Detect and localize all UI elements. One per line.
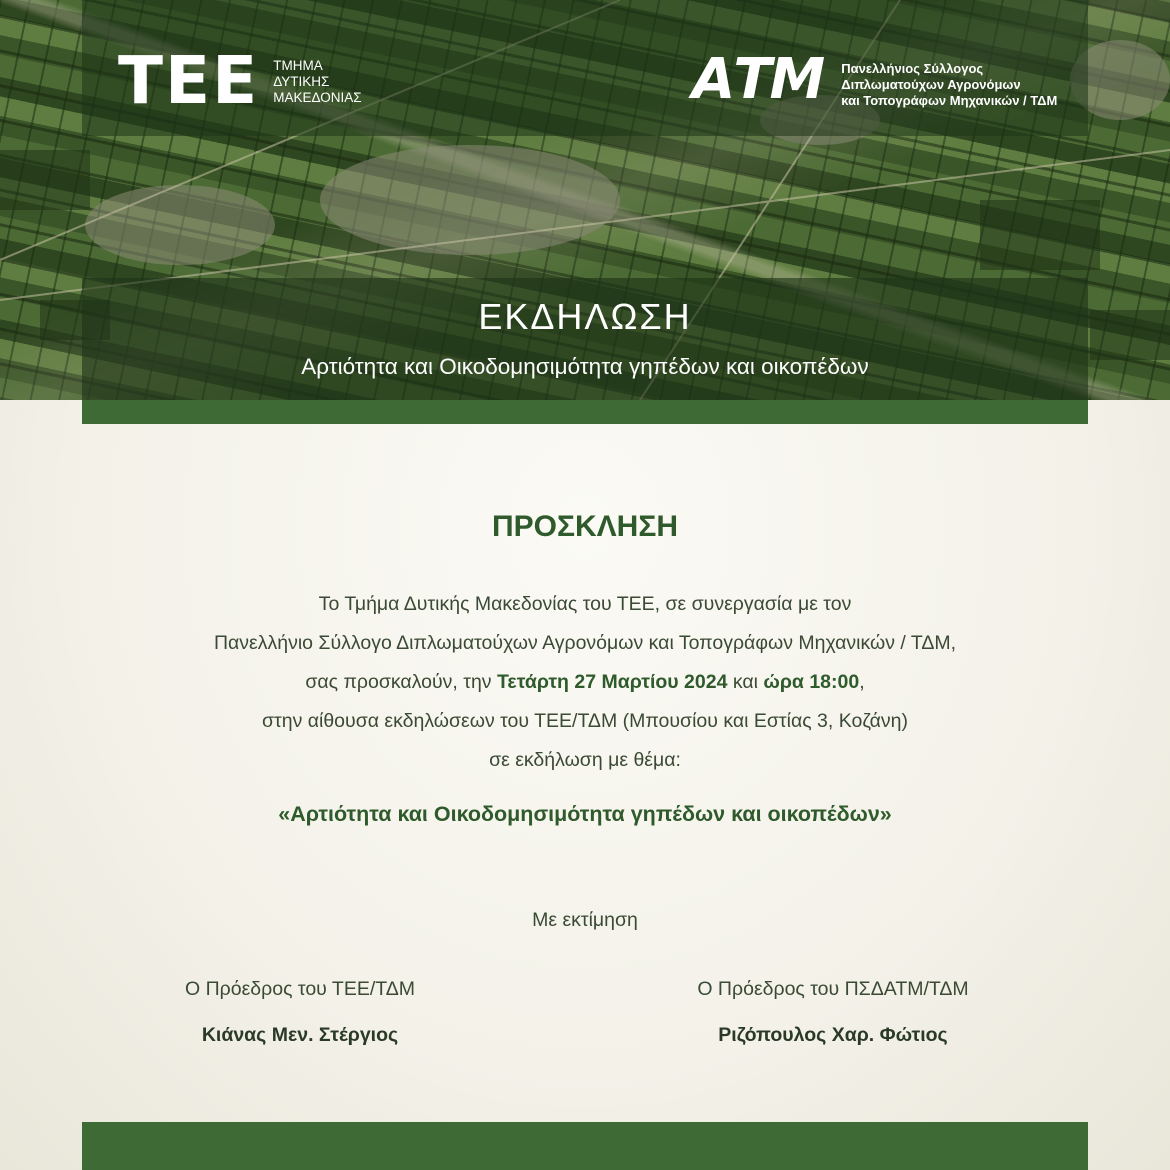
atm-logo-line: Πανελλήνιος Σύλλογος [841, 61, 984, 76]
atm-logo-text [841, 61, 1057, 109]
right-signatory-role: Ο Πρόεδρος του ΠΣΔΑΤΜ/ΤΔΜ [697, 978, 969, 1000]
tee-logo-line: ΜΑΚΕΔΟΝΙΑΣ [273, 90, 362, 105]
invitation-line-2: Πανελλήνιο Σύλλογο Διπλωματούχων Αγρονόμων και Τοπογράφων Μηχανικών / ΤΔΜ, [213, 632, 957, 654]
invitation-line-4: στην αίθουσα εκδηλώσεων του ΤΕΕ/ΤΔΜ (Μπουσίου και Εστίας 3, Κοζάνη) [261, 710, 908, 732]
tee-logo [118, 42, 362, 119]
left-signatory-role: Ο Πρόεδρος του ΤΕΕ/ΤΔΜ [185, 978, 415, 1000]
event-date: Τετάρτη 27 Μαρτίου 2024 [496, 671, 728, 693]
atm-logo-mark: ΑΤΜ [692, 47, 824, 112]
footer-bar [82, 1122, 1088, 1170]
tee-logo-line: ΤΜΗΜΑ [273, 58, 323, 73]
invitation-line-3-post: , [859, 671, 865, 693]
tee-logo-line: ΔΥΤΙΚΗΣ [273, 74, 330, 89]
event-label: ΕΚΔΗΛΩΣΗ [478, 296, 692, 337]
left-signatory-name: Κιάνας Μεν. Στέργιος [201, 1024, 399, 1046]
invitation-line-1: Το Τμήμα Δυτικής Μακεδονίας του ΤΕΕ, σε συνεργασία με τον [318, 593, 852, 615]
atm-logo [692, 47, 1058, 112]
tee-logo-text [273, 58, 361, 106]
invitation-line-3-mid: και [727, 671, 764, 693]
right-signatory-name: Ριζόπουλος Χαρ. Φώτιος [718, 1024, 948, 1046]
event-title: Αρτιότητα και Οικοδομησιμότητα γηπέδων και οικοπέδων [301, 354, 869, 379]
invitation-line-3-pre: σας προσκαλούν, την [305, 671, 497, 693]
tee-logo-mark: ΤΕΕ [118, 42, 260, 119]
event-time: ώρα 18:00 [763, 671, 860, 693]
invitation-line-3 [0, 671, 1170, 694]
invitation-line-5: σε εκδήλωση με θέμα: [489, 749, 681, 771]
atm-logo-line: Διπλωματούχων Αγρονόμων [841, 77, 1021, 92]
header-bottom-strip [82, 400, 1088, 424]
regards: Με εκτίμηση [532, 909, 638, 931]
atm-logo-line: και Τοπογράφων Μηχανικών / ΤΔΜ [841, 93, 1058, 108]
invitation-heading: ΠΡΟΣΚΛΗΣΗ [491, 510, 679, 543]
event-topic: «Αρτιότητα και Οικοδομησιμότητα γηπέδων και οικοπέδων» [278, 802, 892, 826]
